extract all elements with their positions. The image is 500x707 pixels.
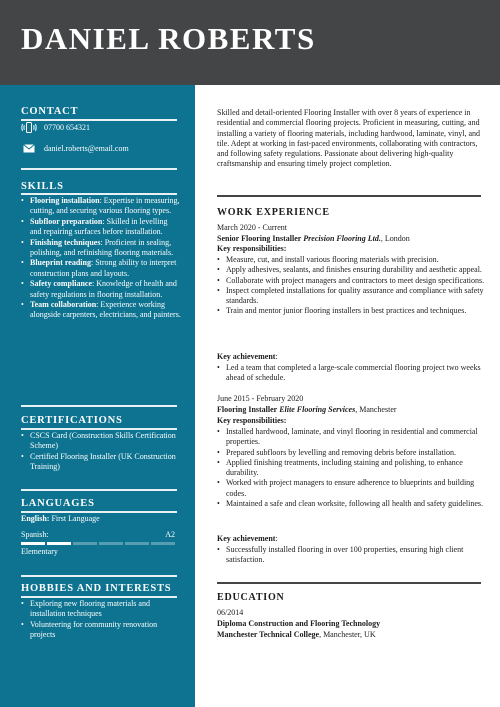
skills-title: SKILLS	[21, 181, 64, 192]
achievements-list	[217, 545, 485, 566]
list-item: • Applied finishing treatments, including staining and polishing, to enhance durability.	[217, 458, 485, 479]
responsibilities-list	[217, 255, 485, 317]
list-item: • Certified Flooring Installer (UK Construction Training)	[21, 452, 181, 473]
list-item: • Blueprint reading: Strong ability to interpret construction plans and layouts.	[21, 258, 181, 279]
language-level-segment	[125, 542, 149, 545]
list-item: • Volunteering for community renovation projects	[21, 620, 181, 641]
phone-number[interactable]: 07700 654321	[44, 123, 90, 132]
responsibilities-label: Key responsibilities:	[217, 244, 287, 253]
list-item: • Apply adhesives, sealants, and finishes ensuring durability and aesthetic appeal.	[217, 265, 485, 275]
envelope-icon	[21, 143, 37, 154]
list-item: • Prepared subfloors by levelling and removing debris before installation.	[217, 448, 485, 458]
languages-title: LANGUAGES	[21, 498, 95, 509]
language-level-segment	[73, 542, 97, 545]
responsibilities-list	[217, 427, 485, 509]
hobbies-divider	[21, 596, 177, 598]
list-item: • Led a team that completed a large-scale commercial flooring project two weeks ahead of schedule.	[217, 363, 485, 384]
languages-divider	[21, 511, 177, 513]
language-level-segment	[151, 542, 175, 545]
job-heading: Senior Flooring Installer Precision Flooring Ltd., London	[217, 234, 410, 243]
language-level-segment	[47, 542, 71, 545]
education-degree: Diploma Construction and Flooring Technology	[217, 619, 381, 628]
skills-list	[21, 196, 181, 321]
section-divider	[217, 582, 481, 584]
section-divider	[21, 489, 177, 491]
language-level-code: A2	[165, 530, 175, 539]
certifications-title: CERTIFICATIONS	[21, 415, 123, 426]
hobbies-title: HOBBIES AND INTERESTS	[21, 583, 172, 594]
email-address[interactable]: daniel.roberts@email.com	[44, 144, 129, 153]
list-item: • Successfully installed flooring in over 100 properties, ensuring high client satisfaction.	[217, 545, 485, 566]
list-item: • Train and mentor junior flooring installers in best practices and techniques.	[217, 306, 485, 316]
list-item: • Exploring new flooring materials and installation techniques	[21, 599, 181, 620]
list-item: • Installed hardwood, laminate, and vinyl flooring in residential and commercial properties.	[217, 427, 485, 448]
language-level-segment	[21, 542, 45, 545]
list-item: • Team collaboration: Experience working alongside carpenters, electricians, and painters.	[21, 300, 181, 321]
responsibilities-label: Key responsibilities:	[217, 416, 287, 425]
contact-title: CONTACT	[21, 106, 79, 117]
job-dates: March 2020 - Current	[217, 223, 287, 232]
contact-divider	[21, 119, 177, 121]
main-content	[195, 85, 500, 707]
section-divider	[21, 405, 177, 407]
skills-divider	[21, 193, 177, 195]
education-school: Manchester Technical College, Manchester, UK	[217, 630, 376, 639]
list-item: • Worked with project managers to ensure adherence to blueprints and building codes.	[217, 478, 485, 499]
phone-icon	[21, 122, 37, 133]
candidate-name: DANIEL ROBERTS	[21, 21, 316, 56]
certifications-list	[21, 431, 181, 473]
language-level: First Language	[49, 514, 100, 523]
list-item: • Maintained a safe and clean worksite, following all health and safety guidelines.	[217, 499, 485, 509]
certifications-divider	[21, 428, 177, 430]
achievements-list	[217, 363, 485, 384]
section-divider	[21, 575, 177, 577]
section-divider	[217, 195, 481, 197]
list-item: • CSCS Card (Construction Skills Certification Scheme)	[21, 431, 181, 452]
contact-phone	[21, 122, 90, 133]
list-item: • Safety compliance: Knowledge of health and safety regulations in flooring installation.	[21, 279, 181, 300]
list-item: • Flooring installation: Expertise in measuring, cutting, and securing various flooring types.	[21, 196, 181, 217]
professional-summary: Skilled and detail-oriented Flooring Installer with over 8 years of experience in residential and commercial flooring projects. Proficient in measuring, cutting, and installing a variety of flooring materials, including hardwood, laminate, vinyl, and tile. Adept at working in fast-paced environments, collaborating with contractors, and following safety regulations. Passionate about delivering high-quality craftsmanship and ensuring timely project completion.	[217, 108, 481, 169]
education-title: EDUCATION	[217, 592, 285, 603]
list-item: • Collaborate with project managers and contractors to meet design specifications.	[217, 276, 485, 286]
experience-title: WORK EXPERIENCE	[217, 207, 330, 218]
achievement-label: Key achievement:	[217, 352, 278, 361]
list-item: • Finishing techniques: Proficient in sealing, polishing, and refinishing flooring materials.	[21, 238, 181, 259]
job-dates: June 2015 - February 2020	[217, 394, 304, 403]
language-level-bar	[21, 542, 175, 545]
language-name: English:	[21, 514, 50, 523]
hobbies-list	[21, 599, 181, 641]
language-english	[21, 514, 175, 523]
language-level-name: Elementary	[21, 547, 58, 556]
list-item: • Subfloor preparation: Skilled in levelling and repairing surfaces before installation.	[21, 217, 181, 238]
achievement-label: Key achievement:	[217, 534, 278, 543]
contact-email	[21, 143, 129, 154]
section-divider	[21, 168, 177, 170]
resume-header	[0, 0, 500, 85]
list-item: • Measure, cut, and install various flooring materials with precision.	[217, 255, 485, 265]
language-name: Spanish:	[21, 530, 49, 539]
list-item: • Inspect completed installations for quality assurance and compliance with safety standards.	[217, 286, 485, 307]
language-spanish	[21, 530, 175, 539]
education-date: 06/2014	[217, 608, 244, 617]
language-level-segment	[99, 542, 123, 545]
sidebar	[0, 85, 195, 707]
job-heading: Flooring Installer Elite Flooring Services, Manchester	[217, 405, 397, 414]
